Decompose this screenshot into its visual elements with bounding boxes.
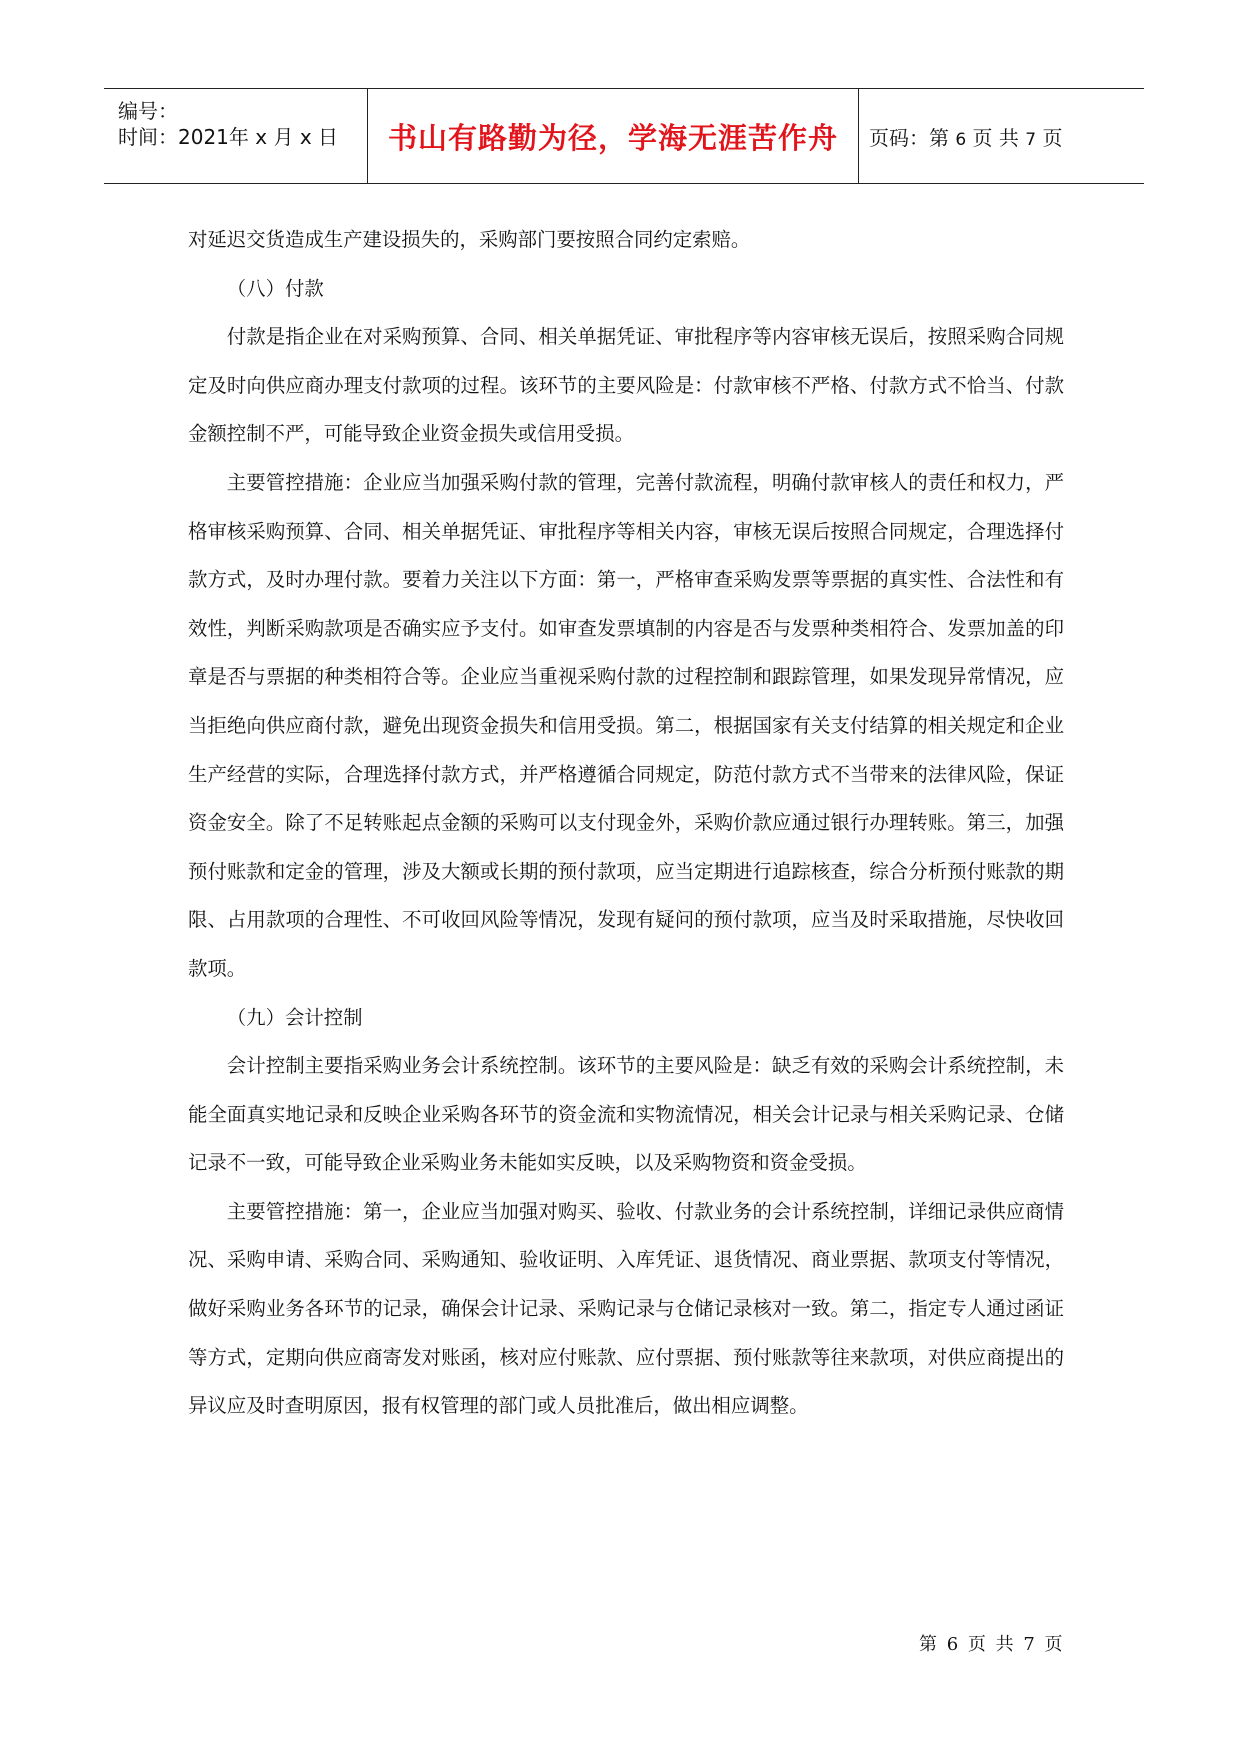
paragraph-accounting-definition: 会计控制主要指采购业务会计系统控制。该环节的主要风险是：缺乏有效的采购会计系统控制，未能全面真实地记录和反映企业采购各环节的资金流和实物流情况，相关会计记录与相关采购记录、仓储记录不一致，可能导致企业采购业务未能如实反映，以及采购物资和资金受损。 <box>188 1054 1064 1175</box>
section-heading-payment: （八）付款 <box>226 276 324 300</box>
page-code-label: 页码：第 <box>869 125 949 150</box>
page-code-mid: 页 共 <box>972 125 1019 150</box>
motto-text: 书山有路勤为径，学海无涯苦作舟 <box>387 120 838 155</box>
time-month-unit: 月 <box>273 125 294 149</box>
page-code <box>869 122 1062 151</box>
paragraph-continuation: 对延迟交货造成生产建设损失的，采购部门要按照合同约定索赔。 <box>188 228 751 251</box>
paragraph-payment-definition: 付款是指企业在对采购预算、合同、相关单据凭证、审批程序等内容审核无误后，按照采购合同规定及时向供应商办理支付款项的过程。该环节的主要风险是：付款审核不严格、付款方式不恰当、付款金额控制不严，可能导致企业资金损失或信用受损。 <box>188 325 1064 446</box>
time-field <box>118 121 338 150</box>
paragraph-accounting-measures: 主要管控措施：第一，企业应当加强对购买、验收、付款业务的会计系统控制，详细记录供应商情况、采购申请、采购合同、采购通知、验收证明、入库凭证、退货情况、商业票据、款项支付等情况，做好采购业务各环节的记录，确保会计记录、采购记录与仓储记录核对一致。第二，指定专人通过函证等方式，定期向供应商寄发对账函，核对应付账款、应付票据、预付账款等往来款项，对供应商提出的异议应及时查明原因，报有权管理的部门或人员批准后，做出相应调整。 <box>188 1199 1064 1418</box>
page-footer: 第 6 页 共 7 页 <box>919 1634 1065 1655</box>
time-day: x <box>299 125 312 149</box>
paragraph-payment-measures: 主要管控措施：企业应当加强采购付款的管理，完善付款流程，明确付款审核人的责任和权力，严格审核采购预算、合同、相关单据凭证、审批程序等相关内容，审核无误后按照合同规定，合理选择付款方式，及时办理付款。要着力关注以下方面：第一，严格审查采购发票等票据的真实性、合法性和有效性，判断采购款项是否确实应予支付。如审查发票填制的内容是否与发票种类相符合、发票加盖的印章是否与票据的种类相符合等。企业应当重视采购付款的过程控制和跟踪管理，如果发现异常情况，应当拒绝向供应商付款，避免出现资金损失和信用受损。第二，根据国家有关支付结算的相关规定和企业生产经营的实际，合理选择付款方式，并严格遵循合同规定，防范付款方式不当带来的法律风险，保证资金安全。除了不足转账起点金额的采购可以支付现金外，采购价款应通过银行办理转账。第三，加强预付账款和定金的管理，涉及大额或长期的预付款项，应当定期进行追踪核查，综合分析预付账款的期限、占用款项的合理性、不可收回风险等情况，发现有疑问的预付款项，应当及时采取措施，尽快收回款项。 <box>188 470 1064 980</box>
time-label: 时间：2021 <box>118 125 229 149</box>
page-code-total: 7 <box>1025 129 1037 150</box>
serial-number-label: 编号： <box>118 99 178 123</box>
header-pagecode-cell <box>859 89 1144 183</box>
page-header <box>104 88 1144 184</box>
page-code-current: 6 <box>955 129 967 150</box>
time-day-unit: 日 <box>318 125 339 149</box>
section-heading-accounting: （九）会计控制 <box>226 1005 363 1029</box>
time-month: x <box>255 125 268 149</box>
document-body <box>188 216 1064 1431</box>
header-motto-cell <box>368 89 859 183</box>
page-code-end: 页 <box>1042 125 1063 150</box>
time-year-unit: 年 <box>228 125 249 149</box>
header-meta-cell <box>104 89 368 183</box>
